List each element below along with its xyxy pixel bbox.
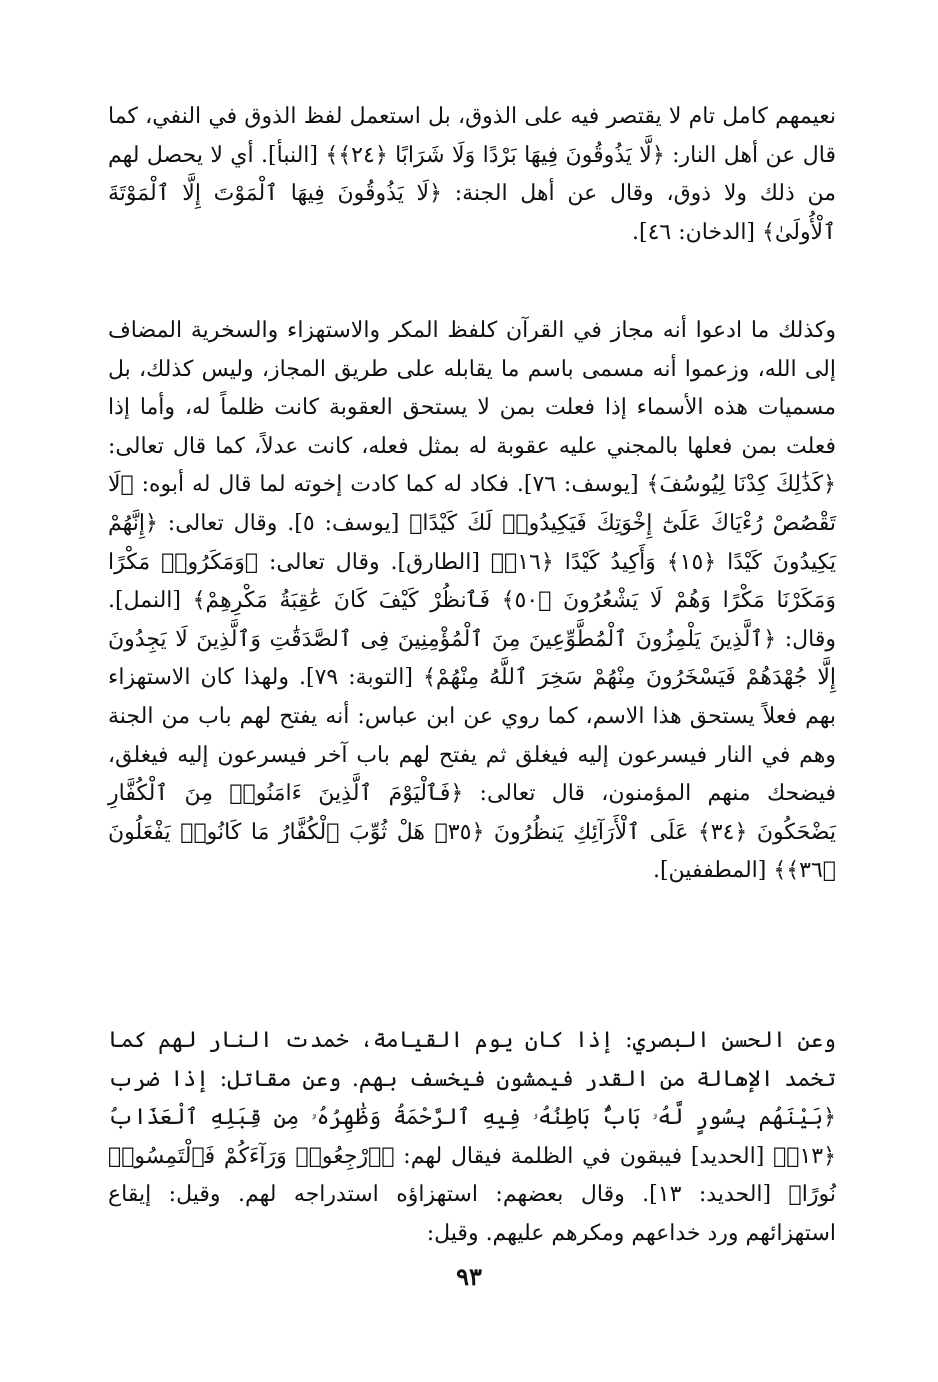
paragraph-text: وعن الحسن البصري: إذا كان يوم القيامة، خمدت النار لهم كما تخمد الإهالة من القدر فيمشون فيخسف بهم. وعن مقاتل: إذا ضرب ﴿بَيْنَهُم بِسُورٍ لَّهُۥ بَابٌۢ بَاطِنُهُۥ فِيهِ ٱلرَّحْمَةُ وَظَٰهِرُهُۥ مِن قِبَلِهِ ٱلْعَذَابُ ﴿١٣﴾﴾ [الحديد] فيبقون في الظلمة فيقال لهم: ﴿ٱرْجِعُوا۟ وَرَآءَكُمْ فَٱلْتَمِسُوا۟ نُورًا﴾ [الحديد: ١٣]. وقال بعضهم: استهزاؤه استدراجه لهم. وقيل: إيقاع استهزائهم ورد خداعهم ومكرهم عليهم. وقيل: (108, 1028, 836, 1246)
page-number: ٩٣ (456, 1262, 482, 1291)
paragraph-text: وكذلك ما ادعوا أنه مجاز في القرآن كلفظ المكر والاستهزاء والسخرية المضاف إلى الله، وزعموا أنه مسمى باسم ما يقابله على طريق المجاز، وليس كذلك، بل مسميات هذه الأسماء إذا فعلت بمن لا يستحق العقوبة كانت ظلماً له، وأما إذا فعلت بمن فعلها بالمجني عليه عقوبة له بمثل فعله، كانت عدلاً، كما قال تعالى: ﴿كَذَٰلِكَ كِدْنَا لِيُوسُفَ﴾ [يوسف: ٧٦]. فكاد له كما كادت إخوته لما قال له أبوه: ﴿لَا تَقْصُصْ رُءْيَاكَ عَلَىٰٓ إِخْوَتِكَ فَيَكِيدُوا۟ لَكَ كَيْدًا﴾ [يوسف: ٥]. وقال تعالى: ﴿إِنَّهُمْ يَكِيدُونَ كَيْدًا ﴿١٥﴾ وَأَكِيدُ كَيْدًا ﴿١٦﴾﴾ [الطارق]. وقال تعالى: ﴿وَمَكَرُوا۟ مَكْرًا وَمَكَرْنَا مَكْرًا وَهُمْ لَا يَشْعُرُونَ ﴿٥٠﴾ فَٱنظُرْ كَيْفَ كَانَ عَٰقِبَةُ مَكْرِهِمْ﴾ [النمل]. وقال: ﴿ٱلَّذِينَ يَلْمِزُونَ ٱلْمُطَّوِّعِينَ مِنَ ٱلْمُؤْمِنِينَ فِى ٱلصَّدَقَٰتِ وَٱلَّذِينَ لَا يَجِدُونَ إِلَّا جُهْدَهُمْ فَيَسْخَرُونَ مِنْهُمْ سَخِرَ ٱللَّهُ مِنْهُمْ﴾ [التوبة: ٧٩]. ولهذا كان الاستهزاء بهم فعلاً يستحق هذا الاسم، كما روي عن ابن عباس: أنه يفتح لهم باب من الجنة وهم في النار فيسرعون إليه فيغلق ثم يفتح لهم باب آخر فيسرعون إليه فيغلق، فيضحك منهم المؤمنون، قال تعالى: ﴿فَٱلْيَوْمَ ٱلَّذِينَ ءَامَنُوا۟ مِنَ ٱلْكُفَّارِ يَضْحَكُونَ ﴿٣٤﴾ عَلَى ٱلْأَرَآئِكِ يَنظُرُونَ ﴿٣٥﴾ هَلْ ثُوِّبَ ٱلْكُفَّارُ مَا كَانُوا۟ يَفْعَلُونَ ﴿٣٦﴾﴾ [المطففين]. (108, 318, 837, 884)
paragraph-1 (108, 98, 836, 252)
paragraph-2 (108, 312, 836, 891)
paragraph-3 (108, 1022, 836, 1254)
paragraph-text: نعيمهم كامل تام لا يقتصر فيه على الذوق، بل استعمل لفظ الذوق في النفي، كما قال عن أهل النار: ﴿لَّا يَذُوقُونَ فِيهَا بَرْدًا وَلَا شَرَابًا ﴿٢٤﴾﴾ [النبأ]. أي لا يحصل لهم من ذلك ولا ذوق، وقال عن أهل الجنة: ﴿لَا يَذُوقُونَ فِيهَا ٱلْمَوْتَ إِلَّا ٱلْمَوْتَةَ ٱلْأُولَىٰ﴾ [الدخان: ٤٦]. (108, 104, 836, 245)
